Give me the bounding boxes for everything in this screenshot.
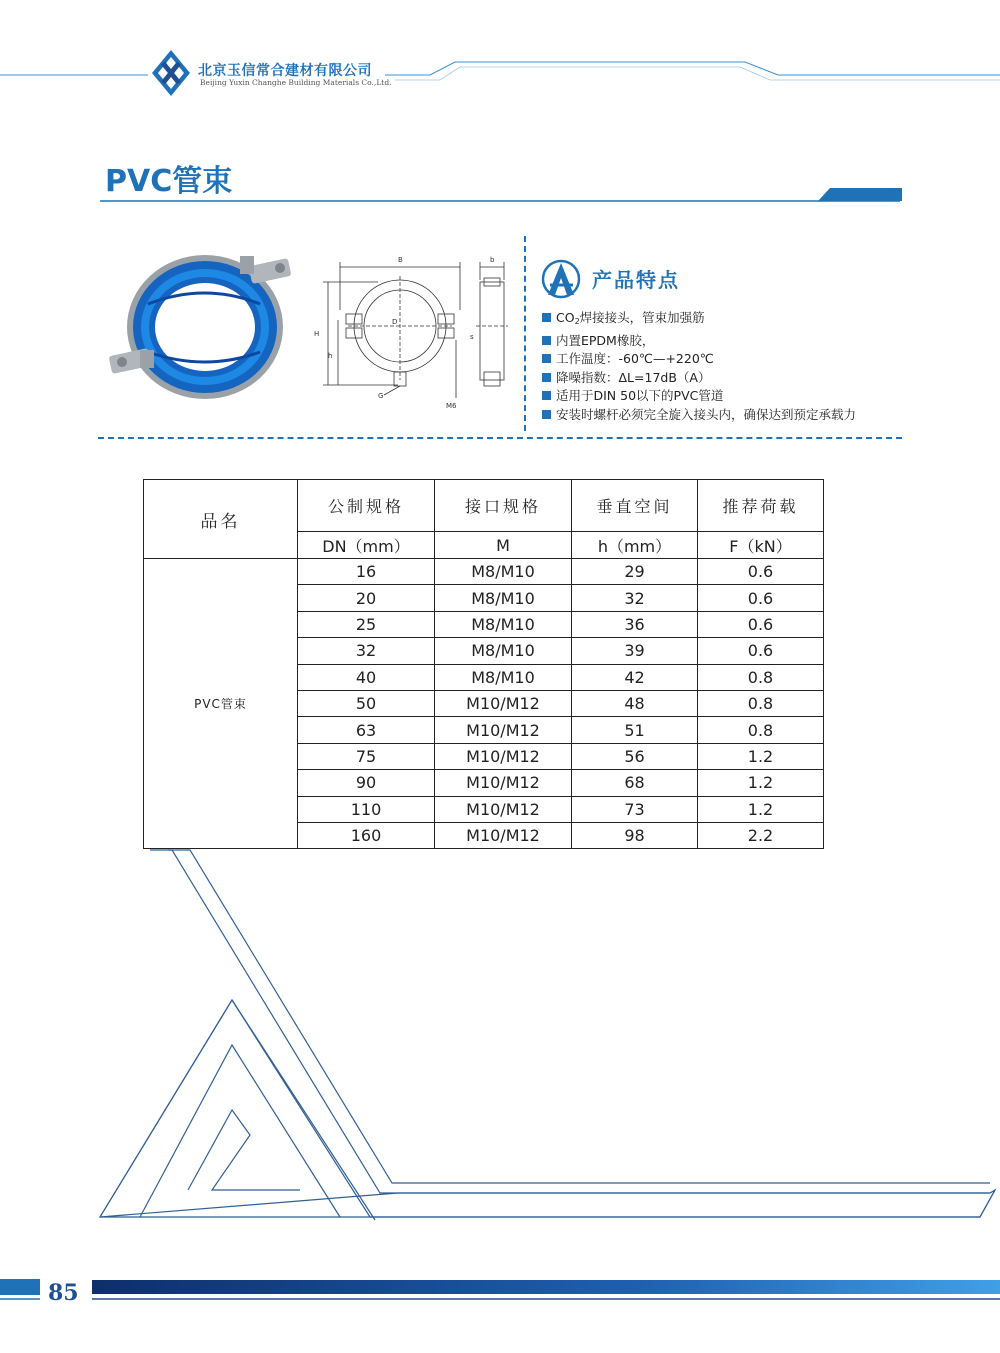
header-dn: 公制规格 bbox=[298, 480, 435, 532]
cell-h: 48 bbox=[572, 690, 698, 716]
horizontal-divider bbox=[98, 437, 902, 439]
feature-item: 内置EPDM橡胶， bbox=[542, 332, 856, 351]
cell-h: 51 bbox=[572, 717, 698, 743]
label-h: h bbox=[328, 352, 333, 360]
label-H: H bbox=[314, 330, 320, 338]
page-number: 85 bbox=[48, 1280, 79, 1306]
cell-dn: 110 bbox=[298, 796, 435, 822]
cell-dn: 50 bbox=[298, 690, 435, 716]
spec-table bbox=[143, 479, 824, 849]
cell-f: 0.8 bbox=[698, 717, 824, 743]
cell-m: M8/M10 bbox=[435, 585, 572, 611]
cell-h: 42 bbox=[572, 664, 698, 690]
cell-f: 0.6 bbox=[698, 585, 824, 611]
cell-m: M8/M10 bbox=[435, 664, 572, 690]
cell-m: M10/M12 bbox=[435, 770, 572, 796]
cell-dn: 20 bbox=[298, 585, 435, 611]
company-name-en: Beijing Yuxin Changhe Building Materials Co.,Ltd. bbox=[200, 78, 392, 87]
cell-h: 36 bbox=[572, 611, 698, 637]
cell-f: 1.2 bbox=[698, 796, 824, 822]
cell-f: 2.2 bbox=[698, 822, 824, 848]
cell-f: 0.6 bbox=[698, 559, 824, 585]
cell-h: 32 bbox=[572, 585, 698, 611]
decorative-triangles bbox=[0, 845, 1000, 1225]
label-b: b bbox=[490, 256, 495, 264]
cell-dn: 25 bbox=[298, 611, 435, 637]
unit-dn: DN（mm） bbox=[298, 532, 435, 559]
header-f: 推荐荷载 bbox=[698, 480, 824, 532]
label-s: s bbox=[470, 333, 474, 341]
cell-h: 29 bbox=[572, 559, 698, 585]
technical-drawing bbox=[308, 250, 523, 415]
unit-f: F（kN） bbox=[698, 532, 824, 559]
cell-h: 68 bbox=[572, 770, 698, 796]
feature-item: 适用于DIN 50以下的PVC管道 bbox=[542, 387, 856, 406]
cell-dn: 32 bbox=[298, 638, 435, 664]
features-title: 产品特点 bbox=[592, 268, 680, 292]
cell-dn: 63 bbox=[298, 717, 435, 743]
header-m: 接口规格 bbox=[435, 480, 572, 532]
cell-h: 73 bbox=[572, 796, 698, 822]
table-header-row bbox=[144, 480, 824, 532]
product-name-cell: PVC管束 bbox=[144, 559, 298, 849]
cell-m: M10/M12 bbox=[435, 743, 572, 769]
header-h: 垂直空间 bbox=[572, 480, 698, 532]
footer-bar bbox=[0, 1272, 1000, 1312]
cell-f: 1.2 bbox=[698, 743, 824, 769]
page-title: PVC管束 bbox=[105, 164, 233, 199]
features-list bbox=[542, 309, 856, 424]
company-logo bbox=[150, 48, 192, 98]
cell-dn: 75 bbox=[298, 743, 435, 769]
cell-f: 1.2 bbox=[698, 770, 824, 796]
vertical-divider bbox=[524, 236, 526, 431]
features-logo-icon bbox=[540, 258, 582, 300]
cell-dn: 90 bbox=[298, 770, 435, 796]
feature-item: 降噪指数：ΔL=17dB（A） bbox=[542, 369, 856, 388]
header-product-name: 品名 bbox=[144, 480, 298, 559]
label-B: B bbox=[398, 256, 403, 264]
cell-m: M10/M12 bbox=[435, 796, 572, 822]
cell-m: M10/M12 bbox=[435, 822, 572, 848]
feature-item: $CO_2$焊接接头，管束加强筋 bbox=[542, 309, 856, 332]
cell-h: 56 bbox=[572, 743, 698, 769]
label-G: G bbox=[378, 392, 384, 400]
cell-f: 0.8 bbox=[698, 690, 824, 716]
title-underline bbox=[0, 180, 1000, 210]
cell-h: 39 bbox=[572, 638, 698, 664]
cell-f: 0.6 bbox=[698, 611, 824, 637]
cell-m: M10/M12 bbox=[435, 690, 572, 716]
feature-item: 安装时螺杆必须完全旋入接头内，确保达到预定承载力 bbox=[542, 406, 856, 425]
table-row bbox=[144, 559, 824, 585]
cell-dn: 40 bbox=[298, 664, 435, 690]
label-D: D bbox=[392, 318, 398, 326]
cell-dn: 160 bbox=[298, 822, 435, 848]
unit-m: M bbox=[435, 532, 572, 559]
cell-f: 0.6 bbox=[698, 638, 824, 664]
cell-m: M10/M12 bbox=[435, 717, 572, 743]
cell-m: M8/M10 bbox=[435, 559, 572, 585]
company-name-cn: 北京玉信常合建材有限公司 bbox=[198, 63, 372, 79]
label-M6: M6 bbox=[446, 402, 457, 410]
cell-dn: 16 bbox=[298, 559, 435, 585]
cell-h: 98 bbox=[572, 822, 698, 848]
cell-m: M8/M10 bbox=[435, 638, 572, 664]
cell-m: M8/M10 bbox=[435, 611, 572, 637]
cell-f: 0.8 bbox=[698, 664, 824, 690]
unit-h: h（mm） bbox=[572, 532, 698, 559]
feature-item: 工作温度：-60℃—+220℃ bbox=[542, 350, 856, 369]
product-photo bbox=[100, 242, 300, 412]
